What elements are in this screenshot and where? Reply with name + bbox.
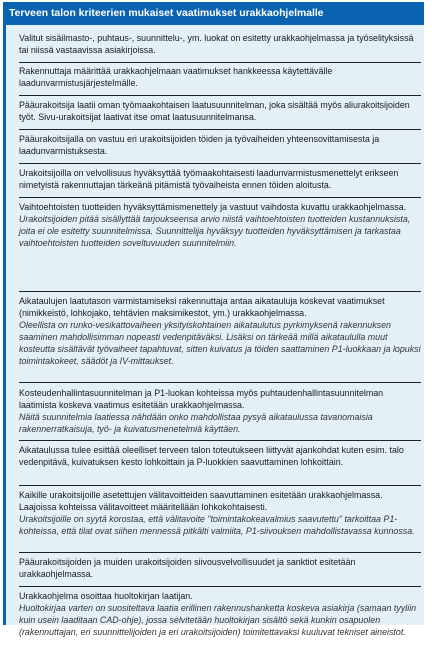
requirement-item-1 <box>19 32 421 63</box>
requirement-text: Urakkaohjelma osoittaa huoltokirjan laatijan. <box>19 591 193 601</box>
requirement-item-4 <box>19 133 421 164</box>
requirement-text: Vaihtoehtoisten tuotteiden hyväksyttämismenettely ja vastuut vaihdosta kuvattu urakkaohjelmassa. <box>19 202 407 212</box>
requirement-item-10 <box>19 489 421 553</box>
requirement-item-11 <box>19 556 421 587</box>
requirement-item-12 <box>19 590 421 645</box>
requirement-note: Urakoitsijoille on syytä korostaa, että välitavoite "toimintakokeavalmius saavutettu" tarkoittaa P1-kohteissa, että tilat ovat siihen mennessä pitkälti valmiita, P1-siivouksen mahdollistavassa kunnossa. <box>19 514 415 536</box>
requirements-panel <box>3 25 424 637</box>
document-title: Terveen talon kriteerien mukaiset vaatimukset urakkaohjelmalle <box>3 2 424 25</box>
requirement-item-8 <box>19 387 421 441</box>
requirement-text: Valitut sisäilmasto-, puhtaus-, suunnittelu-, ym. luokat on esitetty urakkaohjelmassa ja työselityksissä tai niissä vastaavissa asiakirjoissa. <box>19 33 414 55</box>
requirement-item-3 <box>19 99 421 130</box>
requirement-note: Urakoitsijoiden pitää sisällyttää tarjoukseensa arvio niistä vaihtoehtoisten tuotteiden kustannuksista, joita ei ole esitetty suunnitelmissa. Suunnittelija hyväksyy tuotteiden hyväksyttämisen ja tarkastaa vaihtoehtoisten tuotteiden soveltuvuuden suunnitelmiin. <box>19 214 411 248</box>
requirement-item-6 <box>19 201 421 292</box>
requirement-item-7 <box>19 295 421 383</box>
requirement-item-9 <box>19 444 421 486</box>
requirement-note: Näitä suunnitelmia laatiessa nähdään onko mahdollistaa pysyä aikataulussa tavanomaisia rakennerratkaisuja, työ- ja kuivatusmenetelmiä käyttäen. <box>19 412 373 434</box>
requirement-note: Huoltokirjaa varten on suositeltava laatia erillinen rakennushanketta koskeva asiakirja (samaan tyyliin kuin usein laaditaan CAD-ohje), jossa selvitetään huoltokirjan sisältö sekä kunkin osapuolen (rakennuttajan, eri suunnittelijoiden ja eri urakoitsijoiden) toimitettavaksi kuuluvat tekniset aineistot. <box>19 603 417 637</box>
requirement-text: Kosteudenhallintasuunnitelman ja P1-luokan kohteissa myös puhtaudenhallintasuunnitelman laatimista koskeva vaatimus esitetään urakkaohjelmassa. <box>19 388 384 410</box>
requirement-text: Pääurakoitsija laatii oman työmaakohtaisen laatusuunnitelman, joka sisältää myös aliurakoitsijoiden työt. Sivu-urakoitsijat laativat itse omat laatusuunnitelmansa. <box>19 100 410 122</box>
requirement-text: Aikataulussa tulee esittää oleelliset terveen talon toteutukseen liittyvät ajankohdat kuten esim. talo vedenpitävä, kuivatuksen kesto lohkoittain ja P-luokkien saavuttaminen lohkoittain. <box>19 445 404 467</box>
requirement-note: Oleellista on runko-vesikattovaiheen yksityiskohtainen aikataulutus pyrkimyksenä rakennuksen saaminen mahdollisimman nopeasti vedenpitäväksi. Lisäksi on tärkeää millä aikataululla muut kosteutta sisältävät työvaiheet tapahtuvat, sitten kuivatus ja töiden saattaminen P1-luokkaan ja lopuksi toimintakokeet, säädöt ja IV-mittaukset. <box>19 320 421 366</box>
requirement-text: Aikataulujen laatutason varmistamiseksi rakennuttaja antaa aikatauluja koskevat vaatimukset (nimikkeistö, lohkojako, tehtävien maksimikestot, ym.) urakkaohjelmassa. <box>19 296 385 318</box>
requirement-item-2 <box>19 65 421 96</box>
requirement-text: Urakoitsijoilla on velvollisuus hyväksyttää työmaakohtaisesti laadunvarmistusmenettelyt erikseen nimetyistä rakennuttajan tärkeänä pitämistä työvaiheista ennen töiden aloitusta. <box>19 168 399 190</box>
requirement-text: Rakennuttaja määrittää urakkaohjelmaan vaatimukset hankkeessa käytettävälle laadunvarmistusjärjestelmälle. <box>19 66 333 88</box>
requirement-text: Pääurakoitsijoiden ja muiden urakoitsijoiden siivousvelvollisuudet ja sanktiot esitetään urakkaohjelmassa. <box>19 557 356 579</box>
requirement-item-5 <box>19 167 421 198</box>
requirement-text: Pääurakoitsijalla on vastuu eri urakoitsijoiden töiden ja työvaiheiden yhteensovittamisesta ja laadunvarmistuksesta. <box>19 134 380 156</box>
requirement-text: Kaikille urakoitsijoille asetettujen välitavoitteiden saavuttaminen esitetään urakkaohjelmassa. Laajoissa kohteissa välitavoitteet määritellään lohkokohtaisesti. <box>19 490 383 512</box>
